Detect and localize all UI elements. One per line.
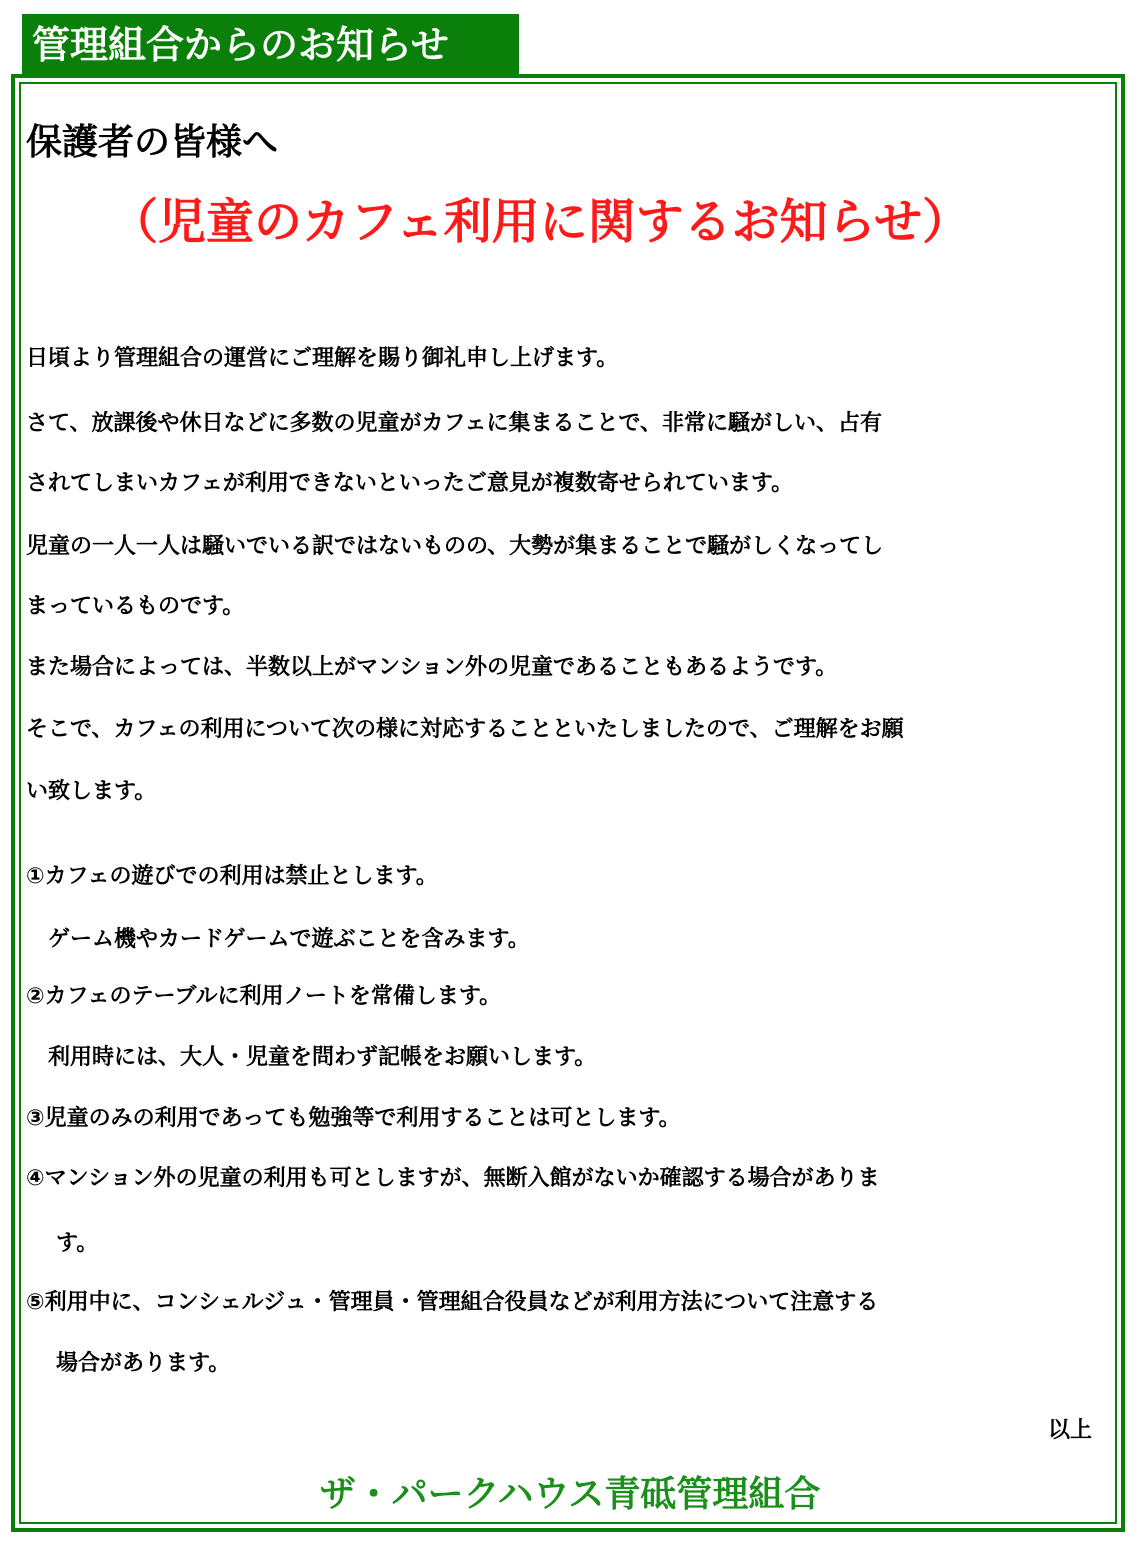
rule-item-4: ④マンション外の児童の利用も可としますが、無断入館がないか確認する場合がありま <box>26 1166 880 1191</box>
paragraph-line: そこで、カフェの利用について次の様に対応することといたしましたので、ご理解をお願 <box>26 717 904 742</box>
rule-item-1-detail: ゲーム機やカードゲームで遊ぶことを含みます。 <box>48 927 530 952</box>
paragraph-line: また場合によっては、半数以上がマンション外の児童であることもあるようです。 <box>26 655 838 680</box>
rule-item-5-continued: 場合があります。 <box>56 1351 231 1376</box>
organization-signature: ザ・パークハウス青砥管理組合 <box>319 1474 821 1515</box>
paragraph-line: い致します。 <box>26 779 157 804</box>
rule-item-2-detail: 利用時には、大人・児童を問わず記帳をお願いします。 <box>48 1045 597 1070</box>
closing-text: 以上 <box>1047 1418 1092 1443</box>
notice-greeting: 保護者の皆様へ <box>26 122 279 163</box>
rule-item-1: ①カフェの遊びでの利用は禁止とします。 <box>26 864 438 889</box>
paragraph-line: まっているものです。 <box>26 594 245 619</box>
rule-item-2: ②カフェのテーブルに利用ノートを常備します。 <box>26 984 502 1009</box>
rule-item-3: ③児童のみの利用であっても勉強等で利用することは可とします。 <box>26 1106 681 1131</box>
paragraph-line: されてしまいカフェが利用できないといったご意見が複数寄せられています。 <box>26 471 794 496</box>
rule-item-4-continued: す。 <box>56 1231 99 1256</box>
paragraph-line: 児童の一人一人は騒いでいる訳ではないものの、大勢が集まることで騒がしくなってし <box>26 534 884 559</box>
paragraph-line: 日頃より管理組合の運営にご理解を賜り御礼申し上げます。 <box>26 346 619 371</box>
notice-header-tab: 管理組合からのお知らせ <box>22 14 519 76</box>
rule-item-5: ⑤利用中に、コンシェルジュ・管理員・管理組合役員などが利用方法について注意する <box>26 1290 879 1315</box>
notice-title: （児童のカフェ利用に関するお知らせ） <box>110 194 971 250</box>
paragraph-line: さて、放課後や休日などに多数の児童がカフェに集まることで、非常に騒がしい、占有 <box>26 411 883 436</box>
